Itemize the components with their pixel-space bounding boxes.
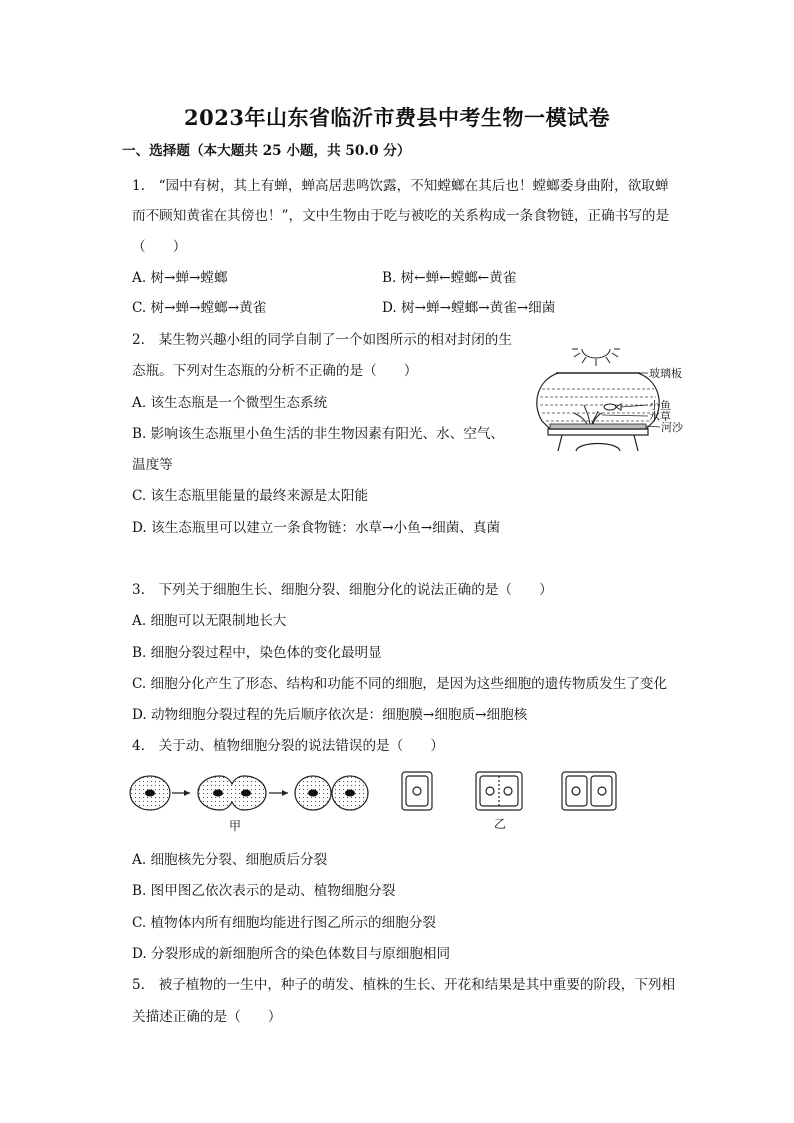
q2-option-b-line2: 温度等 — [132, 457, 173, 473]
q4-option-a: A. 细胞核先分裂、细胞质后分裂 — [132, 852, 328, 868]
q4-option-c: C. 植物体内所有细胞均能进行图乙所示的细胞分裂 — [132, 915, 437, 931]
animal-cell-3 — [295, 776, 368, 810]
q2-option-d: D. 该生态瓶里可以建立一条食物链：水草→小鱼→细菌、真菌 — [132, 520, 501, 536]
q1-stem-line2: 而不顾知黄雀在其傍也！”，文中生物由于吃与被吃的关系构成一条食物链，正确书写的是 — [132, 208, 670, 224]
label-yi: 乙 — [494, 817, 507, 831]
q3-option-b: B. 细胞分裂过程中，染色体的变化最明显 — [132, 645, 382, 661]
animal-cell-2 — [198, 776, 266, 810]
label-river-sand: 河沙 — [661, 421, 683, 434]
q3-option-d: D. 动物细胞分裂过程的先后顺序依次是：细胞膜→细胞质→细胞核 — [132, 707, 528, 723]
q1-stem-line3: （ ） — [132, 239, 187, 255]
q5-stem-line2: 关描述正确的是（ ） — [132, 1009, 282, 1025]
ecosystem-bottle-figure — [528, 335, 698, 455]
sand-layer — [550, 424, 646, 429]
q1-option-c: C. 树→蝉→螳螂→黄雀 — [132, 300, 267, 316]
label-jia: 甲 — [229, 819, 242, 833]
q1-stem-line1: 1. “园中有树，其上有蝉，蝉高居悲鸣饮露，不知螳螂在其后也！螳螂委身曲附，欲取蝉 — [132, 178, 669, 194]
q2-stem-line1: 2. 某生物兴趣小组的同学自制了一个如图所示的相对封闭的生 — [132, 332, 512, 348]
q3-option-c: C. 细胞分化产生了形态、结构和功能不同的细胞，是因为这些细胞的遗传物质发生了变化 — [132, 676, 668, 692]
q1-option-d: D. 树→蝉→螳螂→黄雀→细菌 — [382, 300, 556, 316]
q3-stem: 3. 下列关于细胞生长、细胞分裂、细胞分化的说法正确的是（ ） — [132, 582, 553, 598]
plant-cell-3 — [562, 772, 616, 810]
label-fish: 小鱼 — [649, 399, 671, 412]
bottle-stand — [548, 429, 648, 451]
q3-option-a: A. 细胞可以无限制地长大 — [132, 613, 287, 629]
sun-icon — [572, 349, 620, 366]
plant-cell-2 — [476, 772, 522, 810]
q4-option-d: D. 分裂形成的新细胞所含的染色体数目与原细胞相同 — [132, 946, 451, 962]
plant-cell-1 — [402, 772, 432, 810]
q1-option-a: A. 树→蝉→螳螂 — [132, 270, 228, 286]
section-heading: 一、选择题（本大题共 25 小题，共 50.0 分） — [122, 143, 411, 159]
q4-option-b: B. 图甲图乙依次表示的是动、植物细胞分裂 — [132, 883, 396, 899]
q5-stem-line1: 5. 被子植物的一生中，种子的萌发、植株的生长、开花和结果是其中重要的阶段，下列相 — [132, 977, 676, 993]
q2-stem-line2: 态瓶。下列对生态瓶的分析不正确的是（ ） — [132, 363, 418, 379]
cell-division-figure — [126, 768, 646, 838]
fish-icon — [604, 404, 621, 410]
label-glass-plate: 玻璃板 — [649, 367, 682, 380]
animal-cell-1 — [130, 776, 170, 810]
page-title: 2023年山东省临沂市费县中考生物一模试卷 — [184, 105, 610, 130]
q1-option-b: B. 树←蝉←螳螂←黄雀 — [382, 270, 517, 286]
q4-stem: 4. 关于动、植物细胞分裂的说法错误的是（ ） — [132, 738, 445, 754]
q2-option-b-line1: B. 影响该生态瓶里小鱼生活的非生物因素有阳光、水、空气、 — [132, 426, 505, 442]
label-water-grass: 水草 — [649, 410, 671, 423]
q2-option-a: A. 该生态瓶是一个微型生态系统 — [132, 395, 328, 411]
q2-option-c: C. 该生态瓶里能量的最终来源是太阳能 — [132, 488, 369, 504]
